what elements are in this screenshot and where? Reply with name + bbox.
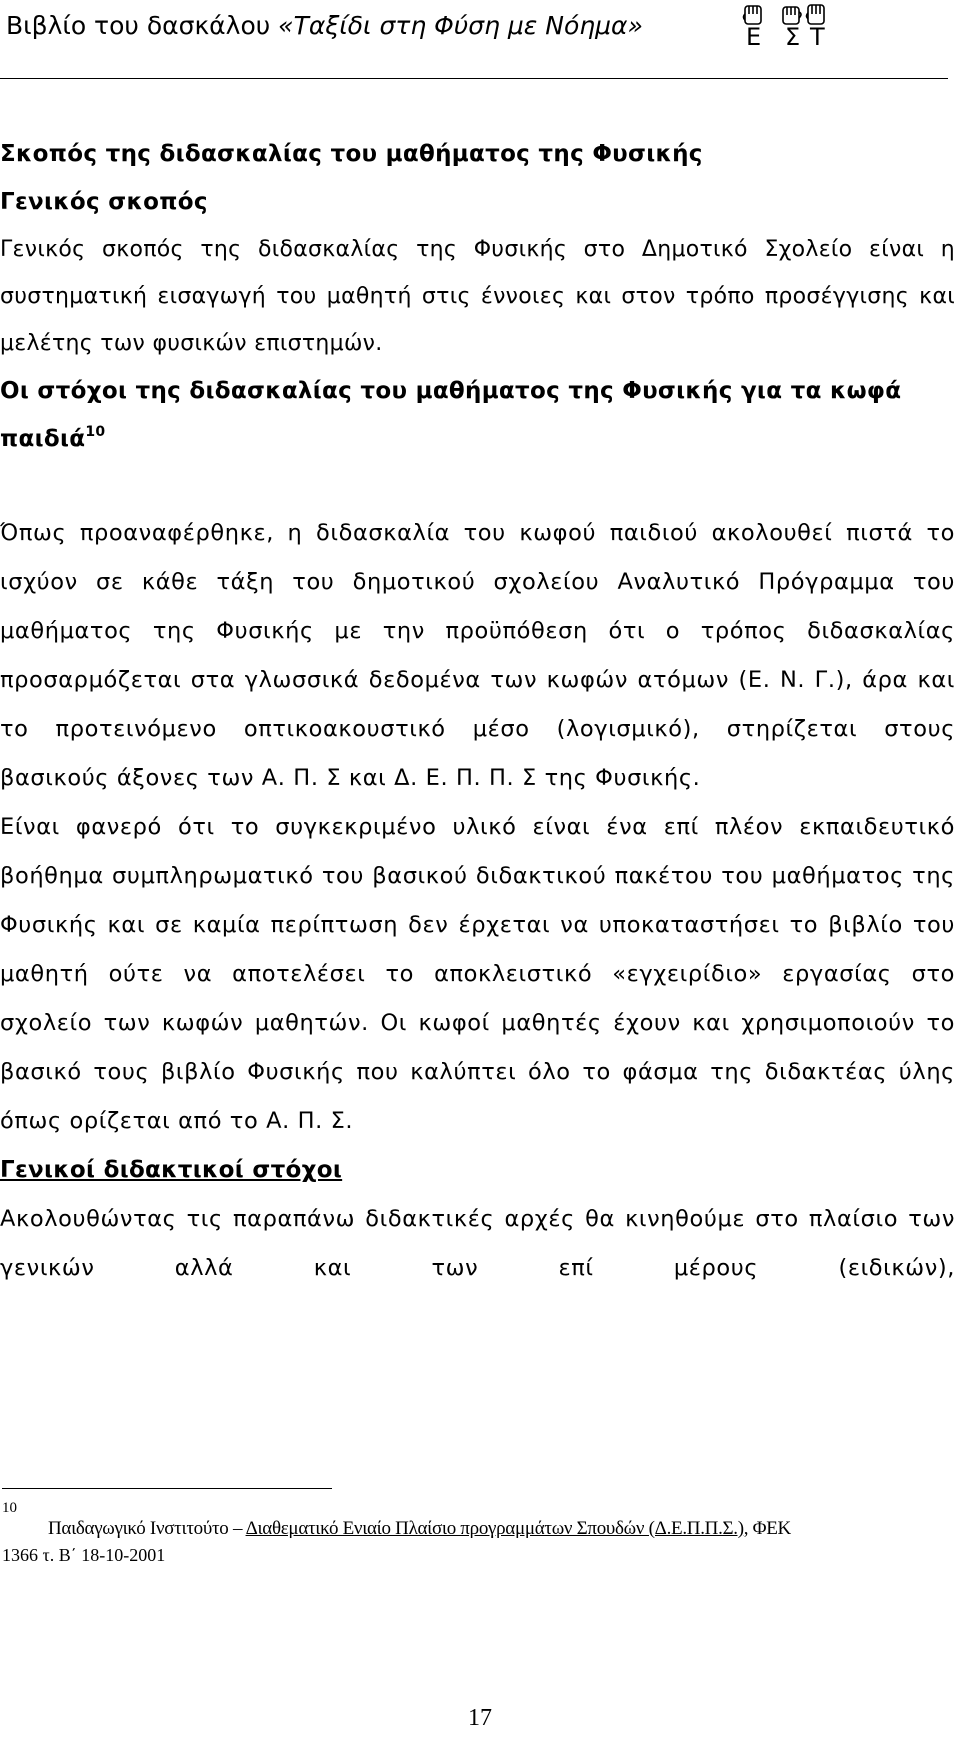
footnote-divider	[2, 1488, 332, 1489]
general-aim-paragraph: Γενικός σκοπός της διδασκαλίας της Φυσικής στο Δημοτικό Σχολείο είναι η συστηματική εισαγωγή του μαθητή στις έννοιες και στον τρόπο προσέγγισης και μελέτης των φυσικών επιστημών.	[0, 237, 955, 356]
logo-letter-tau: Τ	[810, 23, 825, 51]
footnote-text	[48, 1518, 928, 1540]
footnote-reference: 10	[85, 424, 106, 440]
paragraph-supplementary-material: Είναι φανερό ότι το συγκεκριμένο υλικό είναι ένα επί πλέον εκπαιδευτικό βοήθημα συμπληρωματικό του βασικού διδακτικού πακέτου του μαθήματος της Φυσικής και σε καμία περίπτωση δεν έρχεται να υποκαταστήσει το βιβλίο του μαθητή ούτε να αποτελέσει το αποκλειστικό «εγχειρίδιο» εργασίας στο σχολείο των κωφών μαθητών. Οι κωφοί μαθητές έχουν και χρησιμοποιούν το βασικό τους βιβλίο Φυσικής που καλύπτει όλο το φάσμα της διδακτέας ύλης όπως ορίζεται από το Α. Π. Σ.	[0, 814, 955, 1134]
sign-language-logo	[742, 2, 842, 50]
header-divider	[0, 78, 948, 79]
logo-letters	[742, 24, 842, 50]
footnote-number: 10	[2, 1500, 17, 1516]
footnote-text-end: , ΦΕΚ	[743, 1518, 791, 1539]
logo-letter-e: Ε	[746, 23, 762, 51]
general-objectives-heading: Γενικοί διδακτικοί στόχοι	[0, 1157, 343, 1183]
page-number: 17	[468, 1705, 492, 1731]
general-aim-heading: Γενικός σκοπός	[0, 189, 208, 215]
page-body	[0, 130, 955, 1293]
purpose-heading: Σκοπός της διδασκαλίας του μαθήματος της Φυσικής	[0, 141, 703, 167]
paragraph-curriculum: Όπως προαναφέρθηκε, η διδασκαλία του κωφού παιδιού ακολουθεί πιστά το ισχύον σε κάθε τάξη του δημοτικού σχολείου Αναλυτικό Πρόγραμμα του μαθήματος της Φυσικής με την προϋπόθεση ότι ο τρόπος διδασκαλίας προσαρμόζεται στα γλωσσικά δεδομένα των κωφών ατόμων (Ε. Ν. Γ.), άρα και το προτεινόμενο οπτικοακουστικό μέσο (λογισμικό), στηρίζεται στους βασικούς άξονες των Α. Π. Σ και Δ. Ε. Π. Π. Σ της Φυσικής.	[0, 520, 955, 791]
footnote-text-underlined: Διαθεματικό Ενιαίο Πλαίσιο προγραμμάτων Σπουδών (Δ.Ε.Π.Π.Σ.)	[245, 1518, 744, 1539]
spacer	[0, 463, 955, 509]
book-title: «Ταξίδι στη Φύση με Νόημα»	[278, 11, 643, 40]
objectives-heading-text: Οι στόχοι της διδασκαλίας του μαθήματος της Φυσικής για τα κωφά παιδιά	[0, 378, 902, 452]
objectives-heading	[0, 367, 955, 463]
footnote-text-continued: 1366 τ. Β΄ 18-10-2001	[2, 1545, 166, 1565]
header-prefix: Βιβλίο του δασκάλου	[6, 11, 279, 40]
footnote-text-start: Παιδαγωγικό Ινστιτούτο –	[48, 1518, 246, 1539]
paragraph-framework: Ακολουθώντας τις παραπάνω διδακτικές αρχές θα κινηθούμε στο πλαίσιο των γενικών αλλά και των επί μέρους (ειδικών),	[0, 1206, 955, 1281]
logo-letter-sigma: Σ	[785, 23, 801, 51]
